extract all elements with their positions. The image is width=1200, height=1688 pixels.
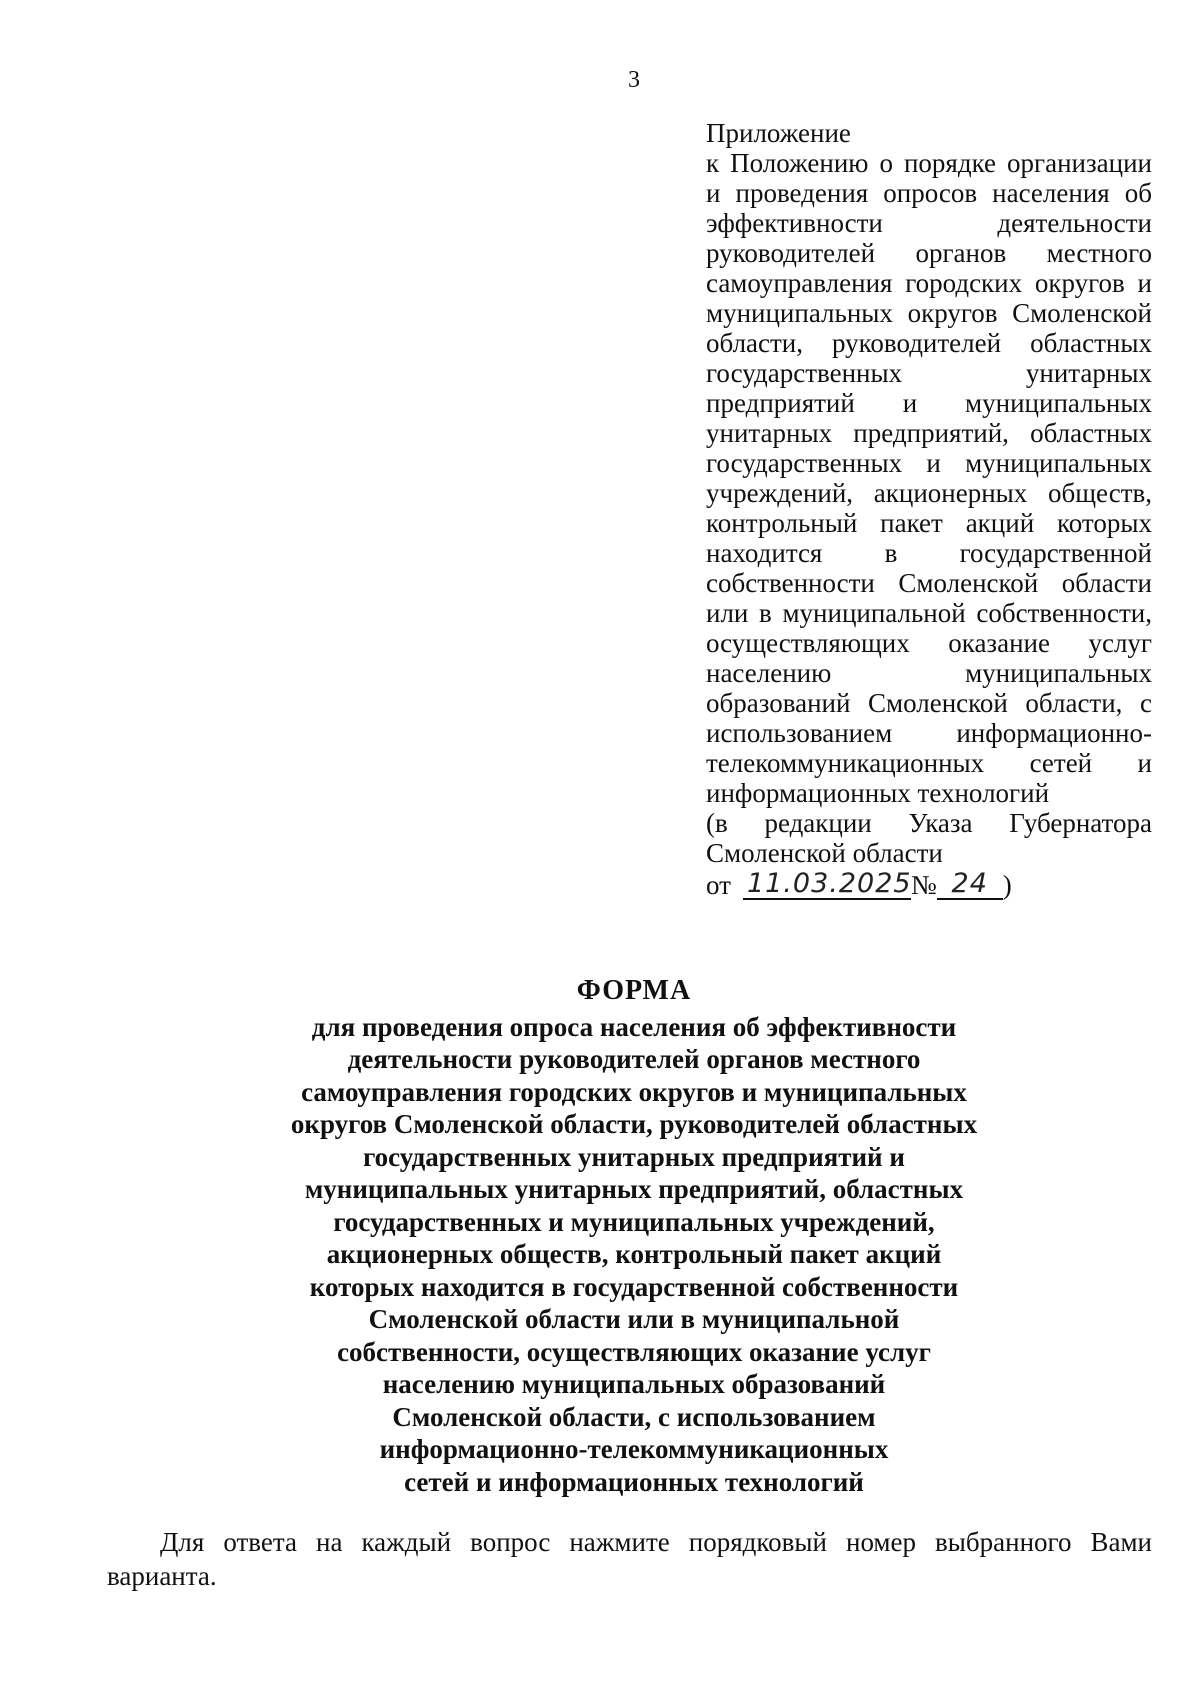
- form-title-line: собственности, осуществляющих оказание услуг: [337, 1336, 931, 1367]
- appendix-line: Смоленской области: [706, 838, 943, 868]
- form-title-line: деятельности руководителей органов местного: [347, 1044, 921, 1074]
- handwritten-number: 24: [937, 870, 1003, 900]
- form-title-block: [210, 975, 1058, 1498]
- appendix-line: контрольный пакет акций которых: [706, 508, 1152, 538]
- appendix-line: телекоммуникационных сетей и: [706, 748, 1152, 778]
- form-title-line: самоуправления городских округов и муниципальных: [301, 1076, 967, 1107]
- appendix-line: к Положению о порядке организации: [706, 148, 1152, 178]
- appendix-line: учреждений, акционерных обществ,: [706, 478, 1152, 508]
- form-title-line: акционерных обществ, контрольный пакет акций: [326, 1239, 942, 1269]
- appendix-lines: [706, 118, 1152, 868]
- appendix-line: государственных и муниципальных: [706, 448, 1152, 478]
- appendix-line: эффективности деятельности: [706, 208, 1152, 238]
- form-title-lines: [210, 1011, 1058, 1499]
- appendix-line: руководителей органов местного: [706, 238, 1152, 268]
- appendix-line: находится в государственной: [706, 538, 1152, 568]
- form-title-line: Смоленской области или в муниципальной: [368, 1304, 900, 1334]
- appendix-line: или в муниципальной собственности,: [706, 598, 1152, 628]
- date-prefix: от: [706, 870, 731, 900]
- appendix-line: области, руководителей областных: [706, 328, 1152, 358]
- appendix-line: (в редакции Указа Губернатора: [706, 808, 1152, 838]
- appendix-reference: [706, 118, 1152, 900]
- appendix-line: населению муниципальных: [706, 658, 1152, 688]
- number-sign: №: [910, 870, 937, 900]
- appendix-line: собственности Смоленской области: [706, 568, 1152, 598]
- instruction-line-1: Для ответа на каждый вопрос нажмите порядковый номер выбранного Вами: [160, 1527, 1152, 1557]
- appendix-line: предприятий и муниципальных: [706, 388, 1152, 418]
- appendix-line: унитарных предприятий, областных: [706, 418, 1152, 448]
- form-title-line: сетей и информационных технологий: [404, 1466, 864, 1497]
- form-title-line: государственных унитарных предприятий и: [363, 1141, 905, 1172]
- instruction-line-2: варианта.: [107, 1561, 217, 1591]
- form-title-line: муниципальных унитарных предприятий, областных: [304, 1174, 964, 1204]
- form-title-line: Смоленской области, с использованием: [392, 1401, 876, 1432]
- form-title-line: для проведения опроса населения об эффективности: [311, 1011, 957, 1042]
- form-title-line: информационно-телекоммуникационных: [379, 1434, 889, 1464]
- appendix-line: информационных технологий: [706, 778, 1050, 808]
- appendix-line: образований Смоленской области, с: [706, 688, 1152, 718]
- closing-paren: ): [1002, 870, 1012, 900]
- appendix-line: использованием информационно-: [706, 718, 1152, 748]
- handwritten-date: 11.03.2025: [743, 870, 911, 900]
- instruction-paragraph: [107, 1525, 1152, 1593]
- form-title-line: округов Смоленской области, руководителей областных: [290, 1109, 978, 1139]
- form-heading: ФОРМА: [576, 975, 692, 1006]
- form-title-line: которых находится в государственной собственности: [309, 1271, 959, 1302]
- form-title-line: населению муниципальных образований: [382, 1369, 886, 1399]
- appendix-line: осуществляющих оказание услуг: [706, 628, 1152, 658]
- form-title-line: государственных и муниципальных учреждений,: [333, 1206, 935, 1237]
- appendix-line: муниципальных округов Смоленской: [706, 298, 1152, 328]
- decree-date-line: [706, 868, 1152, 900]
- page-number: 3: [628, 67, 640, 93]
- appendix-line: самоуправления городских округов и: [706, 268, 1152, 298]
- appendix-line: и проведения опросов населения об: [706, 178, 1152, 208]
- appendix-line: Приложение: [706, 118, 851, 148]
- appendix-line: государственных унитарных: [706, 358, 1152, 388]
